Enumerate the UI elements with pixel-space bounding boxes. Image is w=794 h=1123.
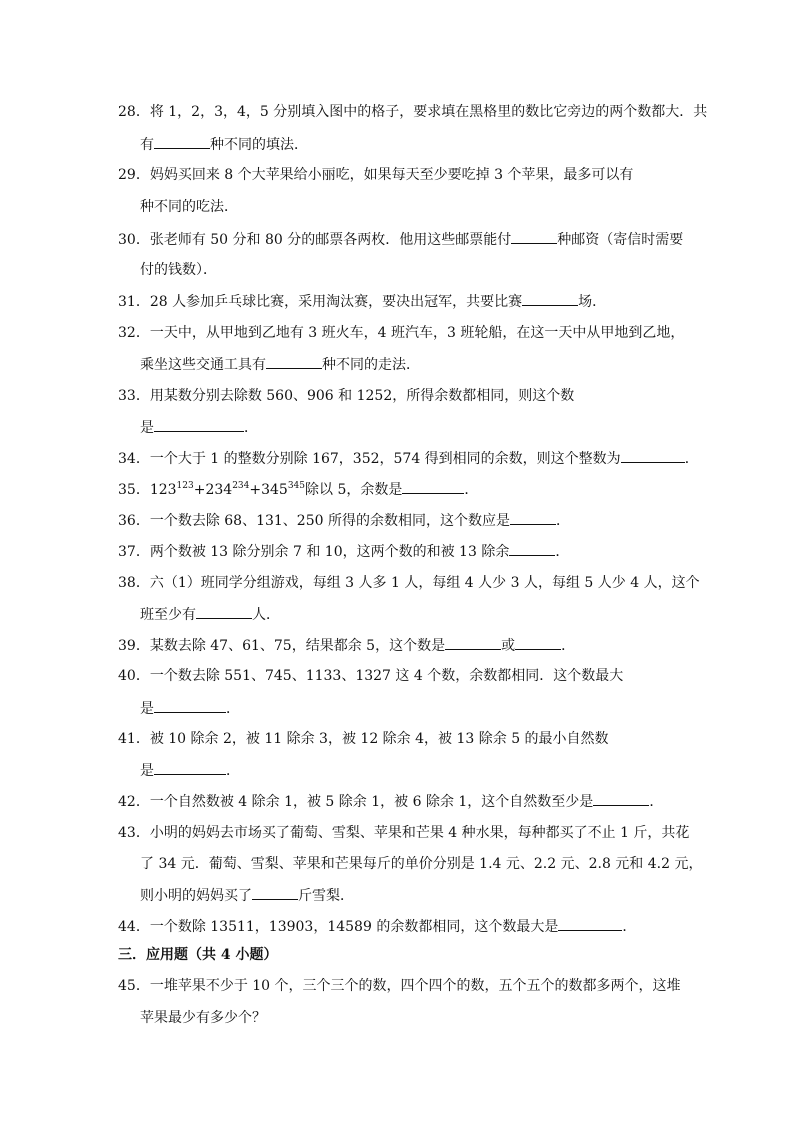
text: 43．小明的妈妈去市场买了葡萄、雪梨、苹果和芒果 4 种水果，每种都买了不止 1 斤，共花	[118, 825, 690, 841]
text: ．	[684, 451, 699, 467]
section-heading: 三．应用题（共 4 小题）	[118, 947, 278, 963]
text: ．	[226, 701, 240, 717]
question-37	[118, 543, 678, 560]
text: 45．一堆苹果不少于 10 个，三个三个的数，四个四个的数，五个五个的数都多两个，这堆	[118, 978, 681, 994]
answer-blank[interactable]	[515, 637, 561, 650]
question-33	[118, 388, 678, 404]
text: 种邮资（寄信时需要	[557, 232, 684, 248]
text: 付的钱数）．	[140, 262, 217, 278]
answer-blank[interactable]	[445, 637, 501, 650]
answer-blank[interactable]	[522, 293, 578, 306]
question-28-line2	[140, 136, 308, 153]
question-41	[118, 731, 678, 747]
question-41-line2	[140, 762, 240, 779]
text: 乘坐这些交通工具有	[140, 357, 266, 373]
question-30-line2	[140, 262, 217, 278]
text: 36．一个数去除 68、131、250 所得的余数相同，这个数应是	[118, 513, 510, 529]
exponent: 234	[232, 481, 250, 491]
text: 场．	[578, 294, 607, 310]
answer-blank[interactable]	[154, 762, 226, 775]
answer-blank[interactable]	[509, 543, 555, 556]
text: ．	[561, 638, 576, 654]
exponent: 123	[176, 481, 194, 491]
text: 30．张老师有 50 分和 80 分的邮票各两枚．他用这些邮票能付	[118, 232, 512, 248]
text: 33．用某数分别去除数 560、906 和 1252，所得余数都相同，则这个数	[118, 388, 575, 404]
text: ．	[622, 919, 637, 935]
answer-blank[interactable]	[621, 450, 685, 463]
text: 种不同的填法．	[210, 137, 308, 153]
text: 或	[501, 638, 516, 654]
text: 40．一个数去除 551、745、1133、1327 这 4 个数，余数都相同．这个数最大	[118, 668, 624, 684]
answer-blank[interactable]	[154, 136, 210, 149]
question-39	[118, 637, 678, 654]
text: 了 34 元．葡萄、雪梨、苹果和芒果每斤的单价分别是 1.4 元、2.2 元、2.8 元和 4.2 元，	[140, 856, 703, 872]
question-40-line2	[140, 700, 240, 717]
question-38	[118, 575, 700, 591]
question-43	[118, 825, 690, 841]
text: 41．被 10 除余 2，被 11 除余 3，被 12 除余 4，被 13 除余 5 的最小自然数	[118, 731, 609, 747]
question-33-line2	[140, 419, 258, 436]
text: 有	[140, 137, 154, 153]
text: 斤雪梨．	[298, 888, 354, 904]
answer-blank[interactable]	[154, 419, 244, 432]
text: ．	[649, 794, 664, 810]
text: ．	[555, 513, 570, 529]
question-35	[118, 481, 678, 498]
question-29	[118, 167, 678, 183]
answer-blank[interactable]	[510, 512, 556, 525]
question-32-line2	[140, 356, 420, 373]
text: 37．两个数被 13 除分别余 7 和 10，这两个数的和被 13 除余	[118, 544, 510, 560]
question-28	[118, 104, 708, 120]
text: 32．一天中，从甲地到乙地有 3 班火车，4 班汽车，3 班轮船，在这一天中从甲地到乙地，	[118, 325, 685, 341]
text: 是	[140, 763, 154, 779]
question-45	[118, 978, 681, 994]
question-30	[118, 231, 684, 248]
text: 则小明的妈妈买了	[140, 888, 252, 904]
text: 34．一个大于 1 的整数分别除 167，352，574 得到相同的余数，则这个整数为	[118, 451, 621, 467]
question-44	[118, 918, 678, 935]
text: 除以 5，余数是	[305, 482, 403, 498]
question-29-line2	[140, 199, 238, 215]
text: 种不同的走法．	[322, 357, 420, 373]
text: ．	[244, 420, 258, 436]
text: 是	[140, 701, 154, 717]
question-43-line2	[140, 856, 702, 872]
text: ．	[464, 482, 479, 498]
answer-blank[interactable]	[266, 356, 322, 369]
question-36	[118, 512, 678, 529]
text: 班至少有	[140, 607, 196, 623]
text: +345	[249, 482, 288, 498]
answer-blank[interactable]	[511, 231, 557, 244]
text: 苹果最少有多少个？	[140, 1010, 266, 1026]
text: 39．某数去除 47、61、75，结果都余 5，这个数是	[118, 638, 446, 654]
answer-blank[interactable]	[196, 606, 252, 619]
text: 44．一个数除 13511，13903，14589 的余数都相同，这个数最大是	[118, 919, 559, 935]
answer-blank[interactable]	[402, 481, 464, 494]
text: 人．	[252, 607, 280, 623]
question-text: 29．妈妈买回来 8 个大苹果给小丽吃，如果每天至少要吃掉 3 个苹果，最多可以有	[118, 167, 634, 183]
answer-blank[interactable]	[154, 700, 226, 713]
text: 35．123	[118, 482, 177, 498]
text: +234	[193, 482, 233, 498]
text: 42．一个自然数被 4 除余 1，被 5 除余 1，被 6 除余 1，这个自然数至少是	[118, 794, 594, 810]
text: ．	[555, 544, 570, 560]
text: 是	[140, 420, 154, 436]
answer-blank[interactable]	[558, 918, 622, 931]
text: 38．六（1）班同学分组游戏，每组 3 人多 1 人，每组 4 人少 3 人，每组 5 人少 4 人，这个	[118, 575, 700, 591]
exponent: 345	[287, 481, 306, 491]
question-45-line2	[140, 1010, 266, 1026]
text: 种不同的吃法．	[140, 199, 238, 215]
text: ．	[226, 763, 240, 779]
answer-blank[interactable]	[252, 887, 298, 900]
question-32	[118, 325, 685, 341]
question-text: 28．将 1，2，3，4，5 分别填入图中的格子，要求填在黑格里的数比它旁边的两个数都大．共	[118, 104, 708, 120]
question-31	[118, 293, 678, 310]
question-38-line2	[140, 606, 280, 623]
answer-blank[interactable]	[593, 793, 649, 806]
question-43-line3	[140, 887, 354, 904]
question-42	[118, 793, 678, 810]
question-40	[118, 668, 678, 684]
text: 31．28 人参加乒乓球比赛，采用淘汰赛，要决出冠军，共要比赛	[118, 294, 523, 310]
question-34	[118, 450, 699, 467]
